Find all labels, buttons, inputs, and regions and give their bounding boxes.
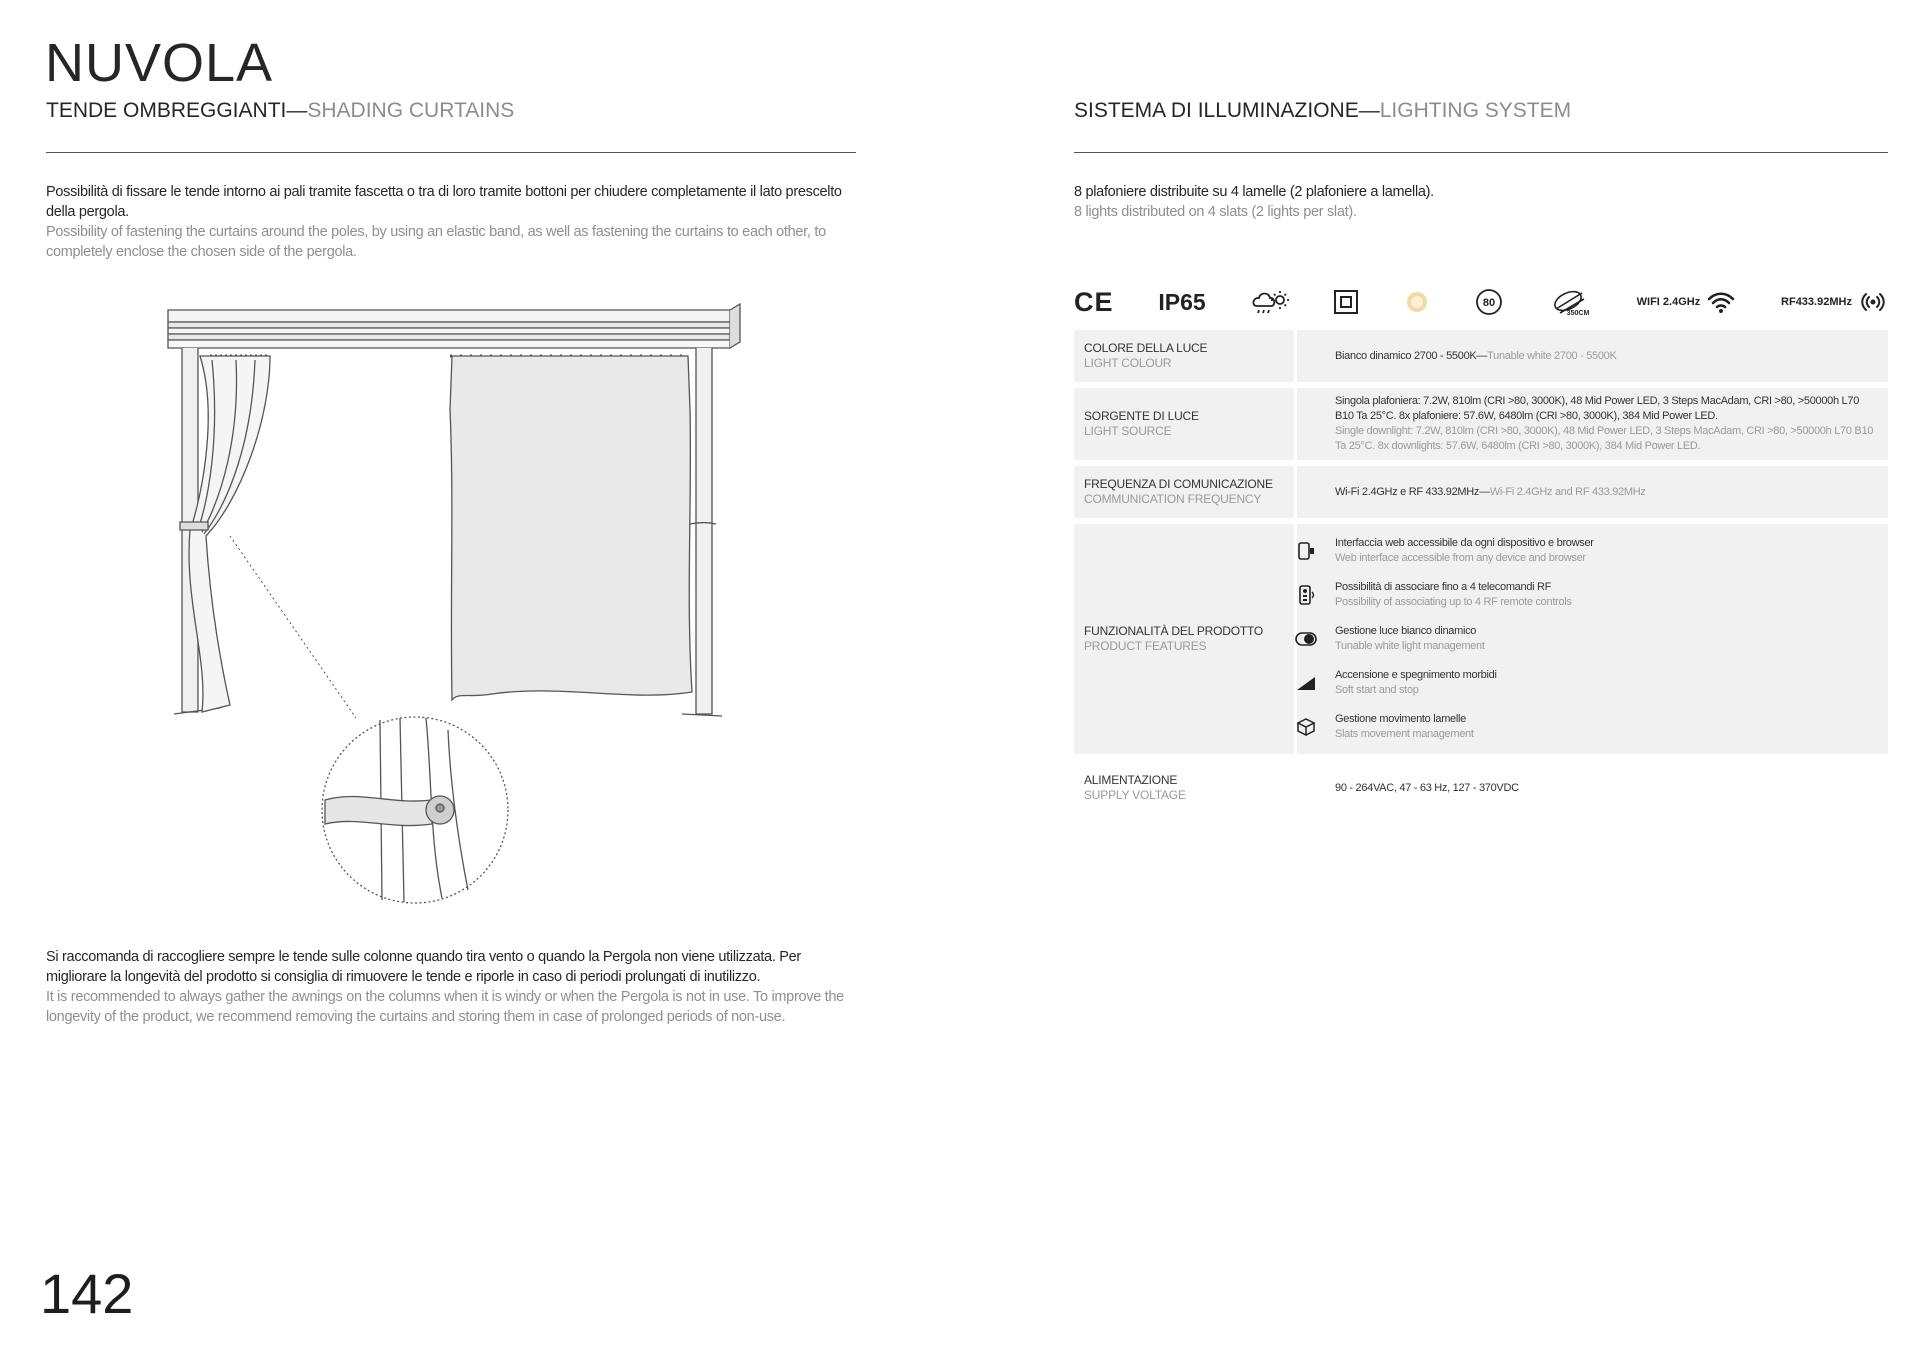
spec-label-en: SUPPLY VOLTAGE bbox=[1084, 788, 1186, 802]
subtitle-en: SHADING CURTAINS bbox=[307, 99, 515, 122]
care-note-en: It is recommended to always gather the awnings on the columns when it is windy or when the Pergola is not in use. To improve the longevity of the product, we recommend removing the curtains and storing them in case of prolonged periods of non-use. bbox=[46, 989, 844, 1025]
feature-text bbox=[1335, 668, 1497, 698]
toggle-icon bbox=[1295, 628, 1317, 650]
feature-text bbox=[1335, 580, 1572, 610]
feature-en: Soft start and stop bbox=[1335, 684, 1419, 696]
remote-icon bbox=[1295, 584, 1317, 606]
wifi-icon bbox=[1706, 290, 1736, 314]
feature-it: Interfaccia web accessibile da ogni dispositivo e browser bbox=[1335, 537, 1594, 549]
feature-it: Gestione luce bianco dinamico bbox=[1335, 625, 1477, 637]
divider-left bbox=[46, 152, 856, 153]
intro-text-it: Possibilità di fissare le tende intorno ai pali tramite fascetta o tra di loro tramite bottoni per chiudere completamente il lato prescelto della pergola. bbox=[46, 184, 842, 220]
subtitle-en: LIGHTING SYSTEM bbox=[1379, 99, 1572, 122]
spec-table bbox=[1074, 330, 1888, 816]
feature-item bbox=[1335, 617, 1880, 661]
page-number: 142 bbox=[40, 1262, 134, 1325]
feature-item bbox=[1335, 661, 1880, 705]
spec-value-line bbox=[1335, 485, 1880, 500]
spec-label-it: SORGENTE DI LUCE bbox=[1084, 409, 1199, 423]
spec-row-source bbox=[1074, 388, 1888, 460]
intro-paragraph-lighting bbox=[1074, 182, 1888, 222]
feature-en: Slats movement management bbox=[1335, 728, 1474, 740]
spec-value-en: Tunable white 2700 - 5500K bbox=[1487, 349, 1617, 362]
spec-row-supply bbox=[1074, 760, 1888, 816]
spec-value-it: Wi-Fi 2.4GHz e RF 433.92MHz bbox=[1335, 485, 1480, 498]
spec-row-colour bbox=[1074, 330, 1888, 382]
care-note-it: Si raccomanda di raccogliere sempre le tende sulle colonne quando tira vento o quando la Pergola non viene utilizzata. Per migliorare la longevità del prodotto si consiglia di rimuovere le tende e riporle in caso di periodi prolungati di inutilizzo. bbox=[46, 949, 801, 985]
box-icon bbox=[1295, 716, 1317, 738]
spec-label-en: PRODUCT FEATURES bbox=[1084, 639, 1207, 653]
subtitle-separator: — bbox=[286, 99, 308, 122]
feature-text bbox=[1335, 712, 1474, 742]
spec-value bbox=[1294, 760, 1888, 816]
spec-value bbox=[1294, 466, 1888, 518]
double-insulation-icon bbox=[1333, 289, 1359, 315]
spec-value-it: Singola plafoniera: 7.2W, 810lm (CRI >80, 3000K), 48 Mid Power LED, 3 Steps MacAdam, CRI >80, >50000h L70 B10 Ta 25°C. 8x plafoniere: 57.6W, 6480lm (CRI >80, 3000K), 384 Mid Power LED. bbox=[1335, 395, 1860, 422]
distance-value: 350CM bbox=[1566, 310, 1590, 317]
feature-item bbox=[1335, 705, 1880, 749]
subtitle-it: SISTEMA DI ILLUMINAZIONE bbox=[1074, 99, 1359, 122]
lighting-intro-en: 8 lights distributed on 4 slats (2 lights per slat). bbox=[1074, 204, 1357, 220]
curtain-illustration bbox=[160, 300, 760, 920]
spec-label-it: FUNZIONALITÀ DEL PRODOTTO bbox=[1084, 624, 1264, 638]
feature-item bbox=[1335, 573, 1880, 617]
spec-label-en: COMMUNICATION FREQUENCY bbox=[1084, 492, 1262, 506]
feature-text bbox=[1335, 624, 1485, 654]
ce-mark: CE bbox=[1074, 286, 1114, 317]
ip65-label: IP65 bbox=[1158, 288, 1206, 315]
subtitle-separator: — bbox=[1358, 99, 1380, 122]
feature-it: Accensione e spegnimento morbidi bbox=[1335, 669, 1497, 681]
distance-icon bbox=[1548, 287, 1592, 317]
intro-text-en: Possibility of fastening the curtains around the poles, by using an elastic band, as well as fastening the curtains to each other, to completely enclose the chosen side of the pergola. bbox=[46, 224, 826, 260]
care-note-paragraph bbox=[46, 947, 861, 1027]
spec-value-it: 90 - 264VAC, 47 - 63 Hz, 127 - 370VDC bbox=[1335, 781, 1519, 794]
feature-it: Gestione movimento lamelle bbox=[1335, 713, 1466, 725]
spec-label-it: ALIMENTAZIONE bbox=[1084, 773, 1178, 787]
spec-value-en: Single downlight: 7.2W, 810lm (CRI >80, 3000K), 48 Mid Power LED, 3 Steps MacAdam, CRI >80, >50000h L70 B10 Ta 25°C. 8x downlights: 57.6W, 6480lm (CRI >80, 3000K), 384 Mid Power LED. bbox=[1335, 425, 1874, 452]
spec-label bbox=[1074, 388, 1294, 460]
spec-label bbox=[1074, 524, 1294, 754]
phone-icon bbox=[1295, 540, 1317, 562]
spec-label bbox=[1074, 330, 1294, 382]
divider-right bbox=[1074, 152, 1888, 153]
feature-it: Possibilità di associare fino a 4 telecomandi RF bbox=[1335, 581, 1552, 593]
weather-icon bbox=[1251, 288, 1289, 316]
spec-label-it: FREQUENZA DI COMUNICAZIONE bbox=[1084, 477, 1273, 491]
section-subtitle-lighting bbox=[1074, 100, 1571, 121]
spec-label-it: COLORE DELLA LUCE bbox=[1084, 341, 1208, 355]
subtitle-it: TENDE OMBREGGIANTI bbox=[46, 99, 287, 122]
brand-title: NUVOLA bbox=[45, 33, 274, 93]
warm-light-icon bbox=[1404, 289, 1430, 315]
spec-value-sep: — bbox=[1479, 485, 1490, 498]
wifi-group bbox=[1637, 290, 1737, 314]
rf-label: RF433.92MHz bbox=[1781, 296, 1852, 308]
spec-label bbox=[1074, 466, 1294, 518]
spec-row-features bbox=[1074, 524, 1888, 754]
cri-value: 80 bbox=[1482, 297, 1496, 309]
cri-icon bbox=[1475, 288, 1503, 316]
feature-item bbox=[1335, 529, 1880, 573]
feature-en: Web interface accessible from any device and browser bbox=[1335, 552, 1586, 564]
section-subtitle-curtains bbox=[46, 100, 514, 121]
lighting-intro-it: 8 plafoniere distribuite su 4 lamelle (2 plafoniere a lamella). bbox=[1074, 184, 1434, 200]
feature-en: Possibility of associating up to 4 RF remote controls bbox=[1335, 596, 1572, 608]
spec-value-sep: — bbox=[1476, 349, 1488, 362]
spec-row-frequency bbox=[1074, 466, 1888, 518]
wifi-label: WIFI 2.4GHz bbox=[1636, 296, 1701, 308]
certification-icons-row bbox=[1074, 284, 1888, 320]
spec-value-it: Bianco dinamico 2700 - 5500K bbox=[1335, 349, 1477, 362]
feature-text bbox=[1335, 536, 1594, 566]
spec-value bbox=[1294, 388, 1888, 460]
intro-paragraph-curtains bbox=[46, 182, 861, 262]
rf-group bbox=[1781, 289, 1888, 315]
spec-value-line bbox=[1335, 349, 1880, 364]
spec-value-en: Wi-Fi 2.4GHz and RF 433.92MHz bbox=[1489, 485, 1646, 498]
spec-label-en: LIGHT COLOUR bbox=[1084, 356, 1172, 370]
spec-label-en: LIGHT SOURCE bbox=[1084, 424, 1172, 438]
spec-label bbox=[1074, 760, 1294, 816]
feature-en: Tunable white light management bbox=[1335, 640, 1485, 652]
rf-signal-icon bbox=[1858, 289, 1888, 315]
feature-list bbox=[1294, 524, 1888, 754]
spec-value bbox=[1294, 330, 1888, 382]
ramp-icon bbox=[1295, 672, 1317, 694]
